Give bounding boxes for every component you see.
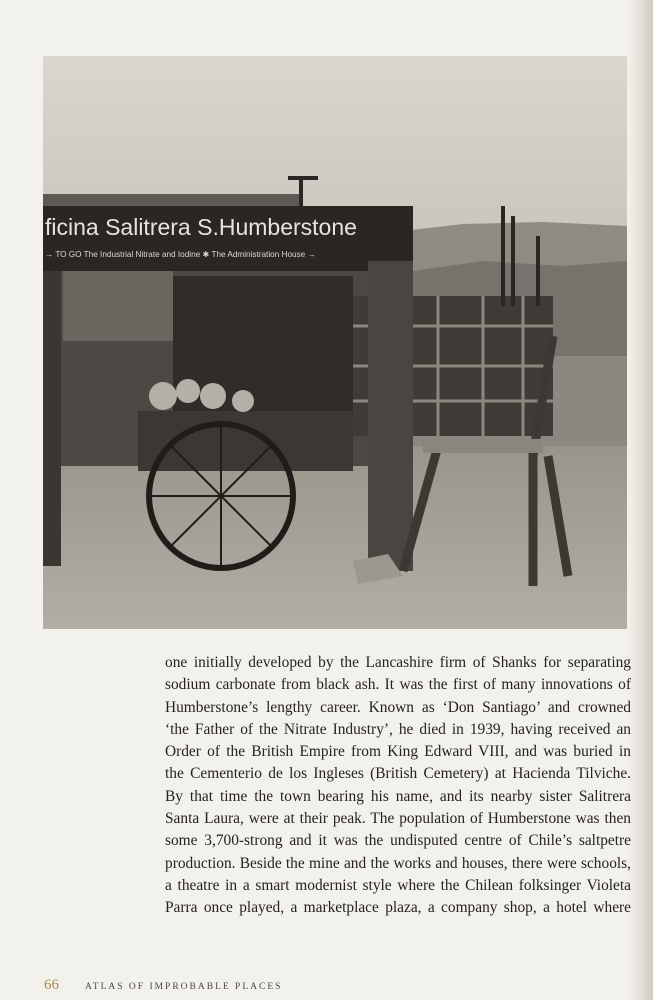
page-footer xyxy=(44,976,282,994)
text-line: the Cementerio de los Ingleses (British Cemetery) at Hacienda Tilviche. xyxy=(165,765,631,783)
page-number: 66 xyxy=(44,977,59,993)
text-line: Humberstone’s lengthy career. Known as ‘Don Santiago’ and crowned xyxy=(165,698,631,716)
text-line: some 3,700-strong and it was the undisputed centre of Chile’s saltpetre xyxy=(165,832,631,850)
text-line: ‘the Father of the Nitrate Industry’, he died in 1939, having received an xyxy=(165,720,631,738)
text-line: production. Beside the mine and the works and houses, there were schools, xyxy=(165,854,631,872)
running-head: ATLAS OF IMPROBABLE PLACES xyxy=(85,982,283,992)
text-line: a theatre in a smart modernist style where the Chilean folksinger Violeta xyxy=(165,876,631,894)
text-line: Parra once played, a marketplace plaza, a company shop, a hotel where xyxy=(165,899,631,917)
body-paragraph xyxy=(165,652,631,920)
text-line: sodium carbonate from black ash. It was the first of many innovations of xyxy=(165,676,631,694)
text-line: one initially developed by the Lancashire firm of Shanks for separating xyxy=(165,654,631,671)
sign-title: ficina Salitrera S.Humberstone xyxy=(45,214,357,240)
text-line: By that time the town bearing his name, and its nearby sister Salitrera xyxy=(165,787,631,805)
text-line: Order of the British Empire from King Edward VIII, and was buried in xyxy=(165,743,631,761)
sign-subtitle: → TO GO The Industrial Nitrate and Iodine ✱ The Administration House → xyxy=(45,250,316,259)
photo-illustration xyxy=(43,56,627,629)
text-line: Santa Laura, were at their peak. The population of Humberstone was then xyxy=(165,810,631,828)
humberstone-photograph xyxy=(43,56,627,629)
